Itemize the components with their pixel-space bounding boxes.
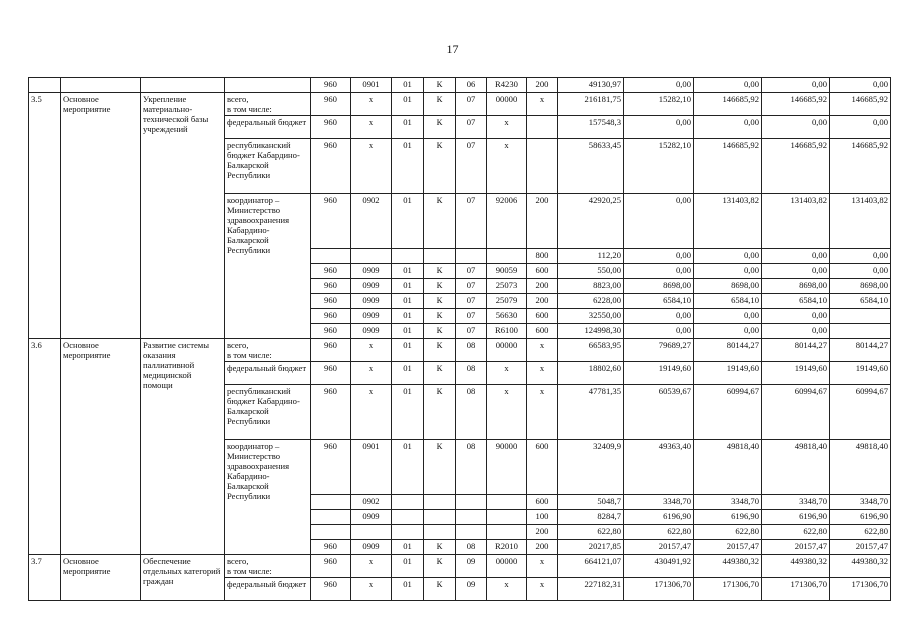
table-cell: 960 — [311, 264, 351, 279]
table-cell: 960 — [311, 309, 351, 324]
table-cell: 6196,90 — [694, 510, 762, 525]
table-cell: 01 — [392, 362, 424, 385]
table-cell: К — [424, 540, 456, 555]
table-cell: 0,00 — [694, 324, 762, 339]
table-cell: Развитие системы оказания паллиативной медицинской помощи — [141, 339, 225, 555]
table-cell: К — [424, 294, 456, 309]
table-cell: 6584,10 — [694, 294, 762, 309]
table-cell: х — [527, 93, 558, 116]
table-cell: 25079 — [487, 294, 527, 309]
table-cell: координатор – Министерство здравоохранения Кабардино-Балкарской Республики — [225, 440, 311, 555]
table-cell: х — [351, 339, 392, 362]
table-row — [29, 555, 891, 578]
table-cell: 449380,32 — [694, 555, 762, 578]
table-row — [29, 93, 891, 116]
table-cell: 3348,70 — [624, 495, 694, 510]
table-cell: х — [351, 362, 392, 385]
table-cell: 0,00 — [694, 309, 762, 324]
table-cell: 08 — [456, 440, 487, 495]
table-cell — [487, 249, 527, 264]
table-cell: К — [424, 555, 456, 578]
table-cell — [424, 495, 456, 510]
table-cell: 3.7 — [29, 555, 61, 601]
table-cell: 20217,85 — [558, 540, 624, 555]
table-cell: 0902 — [351, 495, 392, 510]
table-cell: 0,00 — [624, 116, 694, 139]
table-cell: К — [424, 324, 456, 339]
table-cell: 8698,00 — [762, 279, 830, 294]
table-cell: 49363,40 — [624, 440, 694, 495]
table-cell: 92006 — [487, 194, 527, 249]
table-cell: 112,20 — [558, 249, 624, 264]
table-cell: Укрепление материально-технической базы учреждений — [141, 93, 225, 339]
table-cell: R2010 — [487, 540, 527, 555]
table-cell: К — [424, 279, 456, 294]
table-cell: 3.6 — [29, 339, 61, 555]
table-cell: 200 — [527, 540, 558, 555]
table-cell: 6196,90 — [762, 510, 830, 525]
table-cell: 0902 — [351, 194, 392, 249]
table-cell: республиканский бюджет Кабардино-Балкарской Республики — [225, 139, 311, 194]
table-cell: 0909 — [351, 309, 392, 324]
table-cell — [424, 525, 456, 540]
table-cell: 07 — [456, 139, 487, 194]
table-cell: 01 — [392, 194, 424, 249]
table-cell: х — [487, 139, 527, 194]
table-cell: х — [527, 362, 558, 385]
table-cell: 8698,00 — [694, 279, 762, 294]
table-cell: 960 — [311, 294, 351, 309]
table-cell: 0909 — [351, 264, 392, 279]
table-row — [29, 339, 891, 362]
table-cell: 08 — [456, 362, 487, 385]
table-cell — [487, 525, 527, 540]
table-cell: 07 — [456, 279, 487, 294]
table-cell: х — [487, 385, 527, 440]
table-cell: 3.5 — [29, 93, 61, 339]
table-cell: 0,00 — [762, 249, 830, 264]
table-cell — [487, 510, 527, 525]
table-cell — [311, 510, 351, 525]
table-cell: 32550,00 — [558, 309, 624, 324]
table-cell: 960 — [311, 339, 351, 362]
table-cell — [527, 139, 558, 194]
table-cell: 01 — [392, 339, 424, 362]
table-cell: 6196,90 — [624, 510, 694, 525]
table-cell: 58633,45 — [558, 139, 624, 194]
table-cell: К — [424, 440, 456, 495]
table-cell: 200 — [527, 525, 558, 540]
table-cell: 0,00 — [624, 264, 694, 279]
table-cell: 07 — [456, 194, 487, 249]
table-cell: К — [424, 362, 456, 385]
table-cell — [456, 249, 487, 264]
table-cell: 66583,95 — [558, 339, 624, 362]
table-cell: 0909 — [351, 294, 392, 309]
table-cell: х — [527, 578, 558, 601]
table-cell: 449380,32 — [762, 555, 830, 578]
table-cell: 42920,25 — [558, 194, 624, 249]
table-cell — [527, 116, 558, 139]
table-cell — [456, 495, 487, 510]
table-cell: 01 — [392, 324, 424, 339]
table-cell: 622,80 — [694, 525, 762, 540]
table-cell: 01 — [392, 93, 424, 116]
table-cell: 960 — [311, 324, 351, 339]
table-cell: 90059 — [487, 264, 527, 279]
table-cell: 19149,60 — [694, 362, 762, 385]
table-cell: 80144,27 — [694, 339, 762, 362]
table-cell: К — [424, 93, 456, 116]
table-cell: 56630 — [487, 309, 527, 324]
table-cell: 49818,40 — [694, 440, 762, 495]
table-cell: республиканский бюджет Кабардино-Балкарской Республики — [225, 385, 311, 440]
table-cell — [392, 525, 424, 540]
table-cell: 90000 — [487, 440, 527, 495]
table-cell: 622,80 — [762, 525, 830, 540]
table-cell — [141, 78, 225, 93]
table-cell: х — [351, 93, 392, 116]
table-cell: 449380,32 — [830, 555, 891, 578]
table-cell — [311, 495, 351, 510]
table-cell: 01 — [392, 440, 424, 495]
table-cell: 600 — [527, 440, 558, 495]
table-cell: х — [351, 139, 392, 194]
table-cell: 47781,35 — [558, 385, 624, 440]
table-cell: 01 — [392, 264, 424, 279]
table-cell: х — [351, 116, 392, 139]
table-cell: 0,00 — [762, 324, 830, 339]
table-cell: 600 — [527, 264, 558, 279]
table-cell: К — [424, 339, 456, 362]
table-cell: 0909 — [351, 324, 392, 339]
table-cell — [311, 525, 351, 540]
table-cell: 0,00 — [624, 324, 694, 339]
table-cell: 60539,67 — [624, 385, 694, 440]
table-cell — [830, 309, 891, 324]
table-cell: всего, в том числе: — [225, 555, 311, 578]
table-cell: 07 — [456, 264, 487, 279]
table-cell: 550,00 — [558, 264, 624, 279]
table-cell: 18802,60 — [558, 362, 624, 385]
table-cell — [456, 510, 487, 525]
table-cell: 200 — [527, 78, 558, 93]
table-cell: 960 — [311, 540, 351, 555]
table-cell: 60994,67 — [694, 385, 762, 440]
table-cell: 960 — [311, 78, 351, 93]
table-cell: 20157,47 — [694, 540, 762, 555]
table-cell: Основное мероприятие — [61, 339, 141, 555]
table-cell — [424, 249, 456, 264]
table-cell: 3348,70 — [762, 495, 830, 510]
table-cell: 960 — [311, 93, 351, 116]
table-cell: 0,00 — [694, 116, 762, 139]
table-cell: 01 — [392, 385, 424, 440]
table-cell: 227182,31 — [558, 578, 624, 601]
table-cell: 08 — [456, 339, 487, 362]
table-cell: 07 — [456, 116, 487, 139]
table-cell: 200 — [527, 294, 558, 309]
table-cell: 800 — [527, 249, 558, 264]
table-cell: 622,80 — [558, 525, 624, 540]
table-cell: 01 — [392, 116, 424, 139]
table-cell: 600 — [527, 309, 558, 324]
table-cell: 146685,92 — [694, 93, 762, 116]
table-cell: х — [487, 116, 527, 139]
table-cell: К — [424, 264, 456, 279]
table-cell: 216181,75 — [558, 93, 624, 116]
table-cell: 960 — [311, 279, 351, 294]
table-cell: 6584,10 — [762, 294, 830, 309]
table-cell: 0901 — [351, 78, 392, 93]
table-cell — [225, 78, 311, 93]
table-cell: 0,00 — [762, 309, 830, 324]
table-cell: 100 — [527, 510, 558, 525]
table-cell: 09 — [456, 555, 487, 578]
table-cell: 19149,60 — [624, 362, 694, 385]
table-cell — [392, 510, 424, 525]
table-cell: 15282,10 — [624, 93, 694, 116]
table-cell: 0,00 — [830, 116, 891, 139]
table-cell: 01 — [392, 294, 424, 309]
table-cell — [311, 249, 351, 264]
table-cell: федеральный бюджет — [225, 578, 311, 601]
table-cell: К — [424, 385, 456, 440]
table-cell — [351, 249, 392, 264]
table-cell — [29, 78, 61, 93]
table-cell: 49818,40 — [762, 440, 830, 495]
table-cell: 01 — [392, 540, 424, 555]
table-cell: федеральный бюджет — [225, 116, 311, 139]
table-cell: 0,00 — [624, 194, 694, 249]
table-cell: 0,00 — [694, 249, 762, 264]
table-cell: R6100 — [487, 324, 527, 339]
table-cell: 8284,7 — [558, 510, 624, 525]
table-cell: К — [424, 116, 456, 139]
table-cell: 960 — [311, 555, 351, 578]
table-cell: R4230 — [487, 78, 527, 93]
table-cell: 6584,10 — [624, 294, 694, 309]
table-cell: всего, в том числе: — [225, 93, 311, 116]
table-cell: 09 — [456, 578, 487, 601]
table-cell: х — [351, 385, 392, 440]
table-cell: 80144,27 — [830, 339, 891, 362]
table-cell: 01 — [392, 309, 424, 324]
table-cell: 79689,27 — [624, 339, 694, 362]
table-cell: 01 — [392, 139, 424, 194]
table-cell: 960 — [311, 139, 351, 194]
table-cell: 25073 — [487, 279, 527, 294]
table-cell — [61, 78, 141, 93]
table-cell: 01 — [392, 78, 424, 93]
table-cell: 960 — [311, 362, 351, 385]
table-cell: К — [424, 309, 456, 324]
table-cell: 146685,92 — [762, 93, 830, 116]
table-cell: 32409,9 — [558, 440, 624, 495]
table-cell: 171306,70 — [762, 578, 830, 601]
table-cell: 0,00 — [762, 116, 830, 139]
table-cell: 0,00 — [830, 78, 891, 93]
table-cell: 01 — [392, 279, 424, 294]
table-cell: х — [487, 362, 527, 385]
table-cell: 171306,70 — [694, 578, 762, 601]
table-cell: х — [487, 578, 527, 601]
table-cell: координатор – Министерство здравоохранения Кабардино-Балкарской Республики — [225, 194, 311, 339]
table-cell: 0,00 — [762, 78, 830, 93]
table-cell: 20157,47 — [830, 540, 891, 555]
budget-table — [28, 77, 891, 601]
table-cell: Основное мероприятие — [61, 555, 141, 601]
table-cell: 430491,92 — [624, 555, 694, 578]
table-cell: К — [424, 194, 456, 249]
table-cell — [456, 525, 487, 540]
table-cell: 146685,92 — [830, 139, 891, 194]
table-cell: 146685,92 — [762, 139, 830, 194]
table-cell: 960 — [311, 440, 351, 495]
table-cell: 0909 — [351, 540, 392, 555]
table-cell: 3348,70 — [830, 495, 891, 510]
table-cell: 00000 — [487, 93, 527, 116]
table-cell: 960 — [311, 385, 351, 440]
table-cell: 0,00 — [830, 264, 891, 279]
table-cell: 0901 — [351, 440, 392, 495]
table-cell: 20157,47 — [762, 540, 830, 555]
table-cell — [487, 495, 527, 510]
table-cell: 157548,3 — [558, 116, 624, 139]
table-cell: 131403,82 — [830, 194, 891, 249]
page-number: 17 — [446, 42, 459, 56]
table-cell: 49130,97 — [558, 78, 624, 93]
table-cell: 6228,00 — [558, 294, 624, 309]
table-cell: К — [424, 78, 456, 93]
table-cell: 01 — [392, 555, 424, 578]
table-cell: 171306,70 — [624, 578, 694, 601]
table-cell: 0,00 — [694, 264, 762, 279]
table-cell: 600 — [527, 495, 558, 510]
table-cell: 5048,7 — [558, 495, 624, 510]
table-cell: 200 — [527, 194, 558, 249]
table-cell: 6584,10 — [830, 294, 891, 309]
table-cell: всего, в том числе: — [225, 339, 311, 362]
table-cell — [392, 495, 424, 510]
table-cell — [830, 324, 891, 339]
table-cell: 08 — [456, 385, 487, 440]
table-cell: 146685,92 — [830, 93, 891, 116]
table-cell: 00000 — [487, 339, 527, 362]
table-cell: х — [527, 385, 558, 440]
table-cell: х — [527, 555, 558, 578]
table-cell: 960 — [311, 194, 351, 249]
table-cell: 60994,67 — [830, 385, 891, 440]
table-cell: 960 — [311, 578, 351, 601]
table-cell: 60994,67 — [762, 385, 830, 440]
table-cell: федеральный бюджет — [225, 362, 311, 385]
table-cell: х — [527, 339, 558, 362]
table-cell: 06 — [456, 78, 487, 93]
table-cell: 0,00 — [694, 78, 762, 93]
table-cell: 15282,10 — [624, 139, 694, 194]
table-cell: 01 — [392, 578, 424, 601]
table-cell: 0,00 — [624, 249, 694, 264]
table-cell: Обеспечение отдельных категорий граждан — [141, 555, 225, 601]
table-cell: 124998,30 — [558, 324, 624, 339]
table-cell: 600 — [527, 324, 558, 339]
table-cell: 146685,92 — [694, 139, 762, 194]
table-cell: 0,00 — [762, 264, 830, 279]
table-cell: 8698,00 — [624, 279, 694, 294]
table-cell: 0,00 — [624, 78, 694, 93]
table-cell: 622,80 — [624, 525, 694, 540]
table-cell: 622,80 — [830, 525, 891, 540]
table-cell: 00000 — [487, 555, 527, 578]
table-cell: 3348,70 — [694, 495, 762, 510]
table-cell: 49818,40 — [830, 440, 891, 495]
table-cell: 07 — [456, 309, 487, 324]
table-cell: 08 — [456, 540, 487, 555]
table-cell: 20157,47 — [624, 540, 694, 555]
table-cell: 8698,00 — [830, 279, 891, 294]
table-cell: 131403,82 — [762, 194, 830, 249]
table-cell: 0909 — [351, 510, 392, 525]
table-cell — [351, 525, 392, 540]
table-cell: 07 — [456, 324, 487, 339]
table-cell: 19149,60 — [830, 362, 891, 385]
table-cell: К — [424, 578, 456, 601]
table-cell: х — [351, 578, 392, 601]
table-cell: 07 — [456, 93, 487, 116]
table-cell: 0909 — [351, 279, 392, 294]
table-cell: 960 — [311, 116, 351, 139]
table-cell: К — [424, 139, 456, 194]
table-cell: 0,00 — [830, 249, 891, 264]
table-cell: Основное мероприятие — [61, 93, 141, 339]
table-cell: 171306,70 — [830, 578, 891, 601]
table-cell: 19149,60 — [762, 362, 830, 385]
table-cell — [424, 510, 456, 525]
table-row — [29, 78, 891, 93]
table-cell: 8823,00 — [558, 279, 624, 294]
table-cell — [392, 249, 424, 264]
table-cell: х — [351, 555, 392, 578]
table-cell: 200 — [527, 279, 558, 294]
table-cell: 6196,90 — [830, 510, 891, 525]
table-cell: 131403,82 — [694, 194, 762, 249]
table-cell: 07 — [456, 294, 487, 309]
table-cell: 0,00 — [624, 309, 694, 324]
table-cell: 664121,07 — [558, 555, 624, 578]
table-cell: 80144,27 — [762, 339, 830, 362]
